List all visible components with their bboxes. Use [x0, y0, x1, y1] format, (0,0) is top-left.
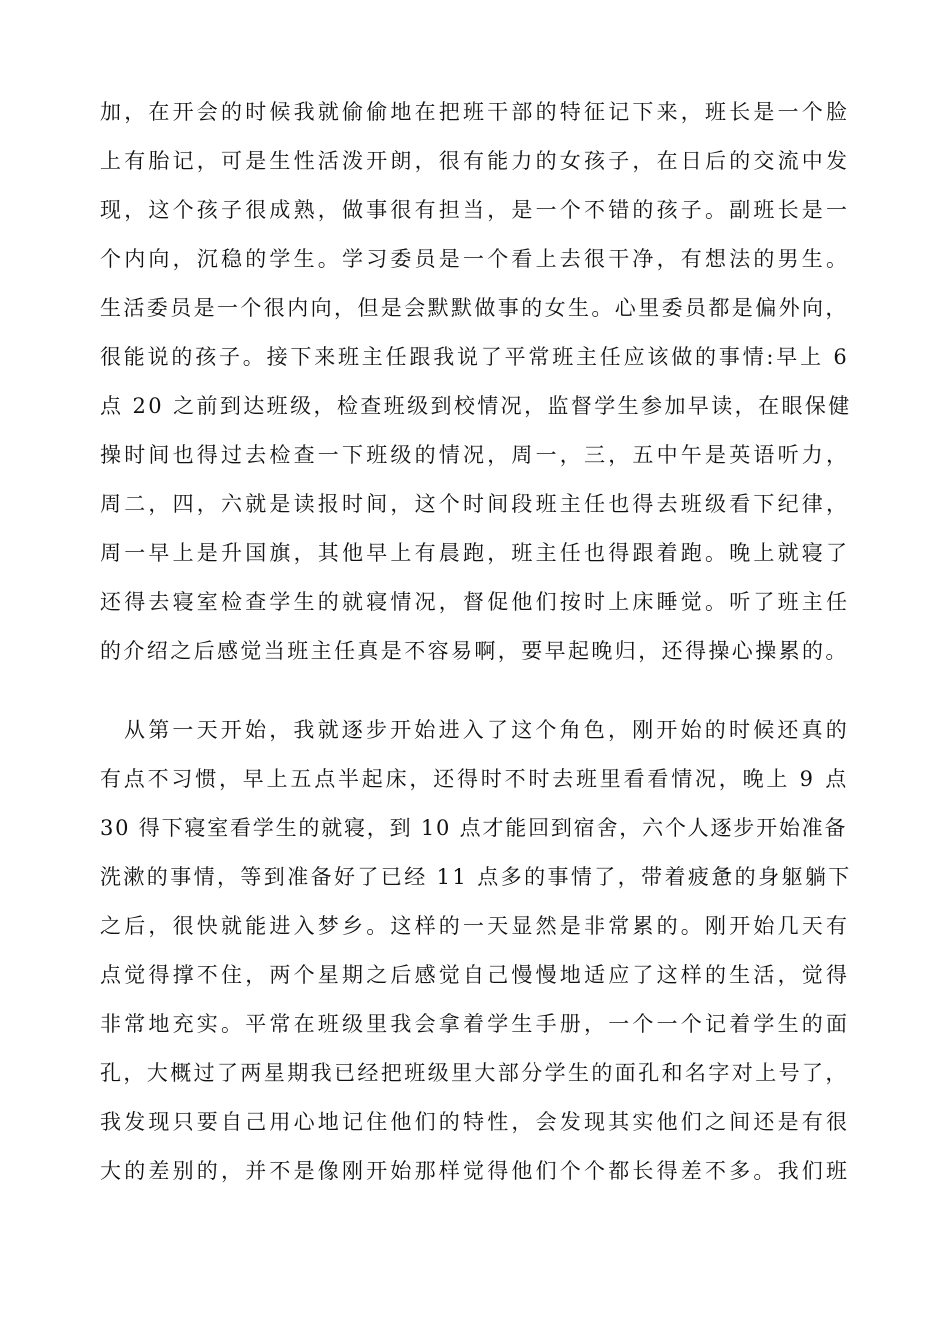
- paragraph-line: 大的差别的，并不是像刚开始那样觉得他们个个都长得差不多。我们班: [100, 1159, 851, 1183]
- paragraph-line: 洗漱的事情，等到准备好了已经 11 点多的事情了，带着疲惫的身躯躺下: [100, 865, 852, 889]
- paragraph-line: 个内向，沉稳的学生。学习委员是一个看上去很干净，有想法的男生。: [100, 247, 851, 271]
- paragraph-line: 我发现只要自己用心地记住他们的特性，会发现其实他们之间还是有很: [100, 1110, 851, 1134]
- paragraph-line: 的介绍之后感觉当班主任真是不容易啊，要早起晚归，还得操心操累的。: [100, 639, 849, 663]
- paragraph-line: 现，这个孩子很成熟，做事很有担当，是一个不错的孩子。副班长是一: [100, 198, 851, 222]
- paragraph-line: 30 得下寝室看学生的就寝，到 10 点才能回到宿舍，六个人逐步开始准备: [100, 816, 848, 840]
- paragraph-line: 之后，很快就能进入梦乡。这样的一天显然是非常累的。刚开始几天有: [100, 914, 851, 938]
- paragraph-line: 生活委员是一个很内向，但是会默默做事的女生。心里委员都是偏外向，: [100, 296, 849, 320]
- paragraph-line: 有点不习惯，早上五点半起床，还得时不时去班里看看情况，晚上 9 点: [100, 767, 850, 791]
- paragraph-line: 非常地充实。平常在班级里我会拿着学生手册，一个一个记着学生的面: [100, 1012, 851, 1036]
- paragraph-line: 点 20 之前到达班级，检查班级到校情况，监督学生参加早读，在眼保健: [100, 394, 852, 418]
- paragraph-line: 周二，四，六就是读报时间，这个时间段班主任也得去班级看下纪律，: [100, 492, 851, 516]
- paragraph-line: 周一早上是升国旗，其他早上有晨跑，班主任也得跟着跑。晚上就寝了: [100, 541, 851, 565]
- paragraph-line: 很能说的孩子。接下来班主任跟我说了平常班主任应该做的事情:早上 6: [100, 345, 850, 369]
- paragraph-line: 上有胎记，可是生性活泼开朗，很有能力的女孩子，在日后的交流中发: [100, 149, 851, 173]
- paragraph-line: 点觉得撑不住，两个星期之后感觉自己慢慢地适应了这样的生活，觉得: [100, 963, 851, 987]
- paragraph-line: 还得去寝室检查学生的就寝情况，督促他们按时上床睡觉。听了班主任: [100, 590, 851, 614]
- paragraph-line: 加，在开会的时候我就偷偷地在把班干部的特征记下来，班长是一个脸: [100, 100, 851, 124]
- paragraph-line: 孔，大概过了两星期我已经把班级里大部分学生的面孔和名字对上号了，: [100, 1061, 849, 1085]
- paragraph-line: 从第一天开始，我就逐步开始进入了这个角色，刚开始的时候还真的: [124, 718, 850, 742]
- paragraph-line: 操时间也得过去检查一下班级的情况，周一，三，五中午是英语听力，: [100, 443, 851, 467]
